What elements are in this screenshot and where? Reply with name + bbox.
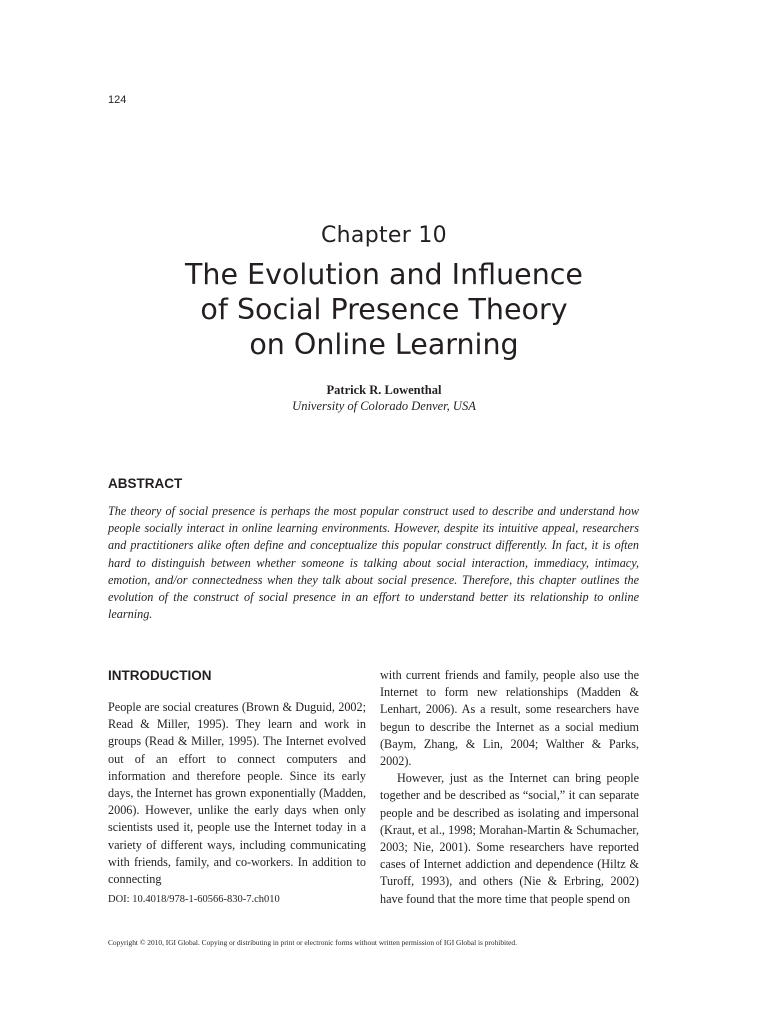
page-number: 124 — [108, 94, 127, 106]
abstract-text: The theory of social presence is perhaps the most popular construct used to describe and understand how people socially interact in online learning environments. However, despite its intuitive appeal, researchers and practitioners alike often define and conceptualize this popular construct differently. In fact, it is often hard to distinguish between whether someone is talking about social interaction, immediacy, intimacy, emotion, and/or connectedness when they talk about social presence. Therefore, this chapter outlines the evolution of the construct of social presence in an effort to understand better its relationship to online learning. — [108, 504, 639, 622]
intro-paragraph-continued: with current friends and family, people also use the Internet to form new relationships (Madden & Lenhart, 2006). As a result, some researchers have begun to describe the Internet as a social medium (Baym, Zhang, & Lin, 2004; Walther & Parks, 2002). — [380, 668, 639, 769]
doi: DOI: 10.4018/978-1-60566-830-7.ch010 — [108, 894, 280, 905]
intro-paragraph-1: People are social creatures (Brown & Duguid, 2002; Read & Miller, 1995). They learn and work in groups (Read & Miller, 1995). The Internet evolved out of an effort to connect computers and information and therefore people. Since its early days, the Internet has grown exponentially (Madden, 2006). However, unlike the early days when only scientists used it, people use the Internet today in a variety of different ways, including communicating with friends, family, and co-workers. In addition to connecting — [108, 700, 366, 887]
author-name: Patrick R. Lowenthal — [326, 383, 442, 397]
abstract-heading: ABSTRACT — [108, 476, 183, 491]
copyright-notice: Copyright © 2010, IGI Global. Copying or distributing in print or electronic forms without written permission of IGI Global is prohibited. — [108, 938, 517, 947]
right-column — [380, 667, 639, 908]
chapter-title-line-3: on Online Learning — [249, 328, 519, 361]
intro-paragraph-2: However, just as the Internet can bring people together and be described as “social,” it can separate people and be described as isolating and impersonal (Kraut, et al., 1998; Morahan-Martin & Schumacher, 2003; Nie, 2001). Some researchers have reported cases of Internet addiction and dependence (Hiltz & Turoff, 1993), and others (Nie & Erbring, 2002) have found that the more time that people spend on — [380, 771, 639, 906]
left-column — [108, 699, 366, 888]
chapter-title-line-2: of Social Presence Theory — [200, 293, 568, 326]
chapter-title-line-1: The Evolution and Influence — [185, 258, 583, 291]
chapter-title — [60, 257, 708, 362]
introduction-heading: INTRODUCTION — [108, 668, 212, 683]
chapter-label: Chapter 10 — [321, 223, 447, 248]
author-affiliation: University of Colorado Denver, USA — [292, 399, 476, 413]
